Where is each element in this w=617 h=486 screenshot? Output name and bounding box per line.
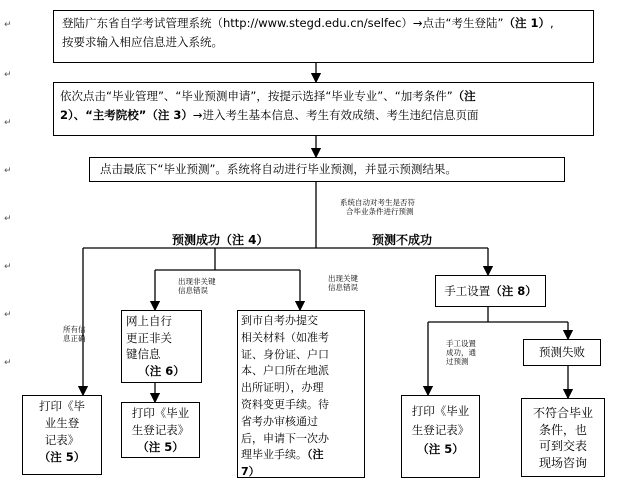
return-mark: ↵	[4, 70, 12, 80]
step2-note-a: （注	[452, 89, 476, 103]
return-mark: ↵	[4, 214, 12, 224]
print-right-note: （注 5）	[417, 442, 464, 456]
print-right-box: 打印《毕业 生登记表》 （注 5）	[401, 395, 480, 478]
return-mark: ↵	[4, 358, 12, 368]
return-mark: ↵	[4, 118, 12, 128]
return-mark: ↵	[4, 20, 12, 30]
step1-box: 登陆广东省自学考试管理系统（http://www.stegd.edu.cn/selfec）→点击“考生登陆”（注 1）, 按要求输入相应信息进入系统。	[53, 10, 594, 63]
non-key-error-label: 出现非关键 信息错误	[178, 277, 216, 295]
print-left-box: 打印《毕 业生登 记表》 （注 5）	[22, 395, 102, 475]
step2-box	[53, 82, 594, 136]
print-mid-note: （注 5）	[137, 440, 184, 454]
manual-success-label: 手工设置 成功，通 过预测	[446, 339, 476, 366]
online-fix-box: 网上自行 更正非关 键信息 （注 6）	[121, 310, 202, 383]
step1-note: （注 1）	[503, 16, 550, 30]
not-qualified-box: 不符合毕业 条件，也 可到交表 现场咨询	[521, 398, 605, 477]
fail-label: 预测不成功	[372, 233, 433, 247]
print-left-note: （注 5）	[38, 450, 86, 464]
manual-set-box: 手工设置（注 8）	[435, 275, 546, 307]
all-correct-label: 所有信 息正确	[63, 325, 86, 343]
key-error-label: 出现关键 信息错误	[328, 274, 358, 292]
return-mark: ↵	[4, 262, 12, 272]
return-mark: ↵	[4, 310, 12, 320]
success-label: 预测成功（注 4）	[172, 233, 269, 247]
city-office-note: （注	[307, 448, 324, 462]
step1-text: 登陆广东省自学考试管理系统（http://www.stegd.edu.cn/selfec）→点击“考生登陆”	[62, 16, 504, 30]
step2-line2-post: →进入考生基本信息、考生有效成绩、考生违纪信息页面	[192, 108, 479, 122]
return-mark: ↵	[4, 166, 12, 176]
manual-set-note: （注 8）	[490, 284, 537, 298]
city-office-box: 到市自考办提交 相关材料（如准考 证、身份证、户口 本、户口所在地派 出所证明），办理 资料变更手续。待 省考办审核通过 后，申请下一次办 理毕业手续。（注 7）	[237, 310, 365, 478]
step1-text2: 按要求输入相应信息进入系统。	[62, 35, 223, 49]
step3-box	[89, 157, 565, 182]
step2-note-b: （注 3）	[146, 108, 193, 122]
fail-box: 预测失败	[523, 339, 601, 366]
print-mid-box: 打印《毕业 生登记表》 （注 5）	[121, 402, 200, 458]
step2-line2-pre: 2）、“主考院校”	[60, 108, 147, 122]
step2-line1: 依次点击“毕业管理”、“毕业预测申请”，按提示选择“毕业专业”、“加考条件”	[60, 89, 453, 103]
step3-text: 点击最底下“毕业预测”。系统将自动进行毕业预测，并显示预测结果。	[100, 162, 457, 176]
city-office-note2: 7）	[241, 465, 260, 479]
auto-check-label: 系统自动对考生是否符 合毕业条件进行预测	[340, 198, 415, 216]
online-fix-note: （注 6）	[138, 363, 185, 378]
